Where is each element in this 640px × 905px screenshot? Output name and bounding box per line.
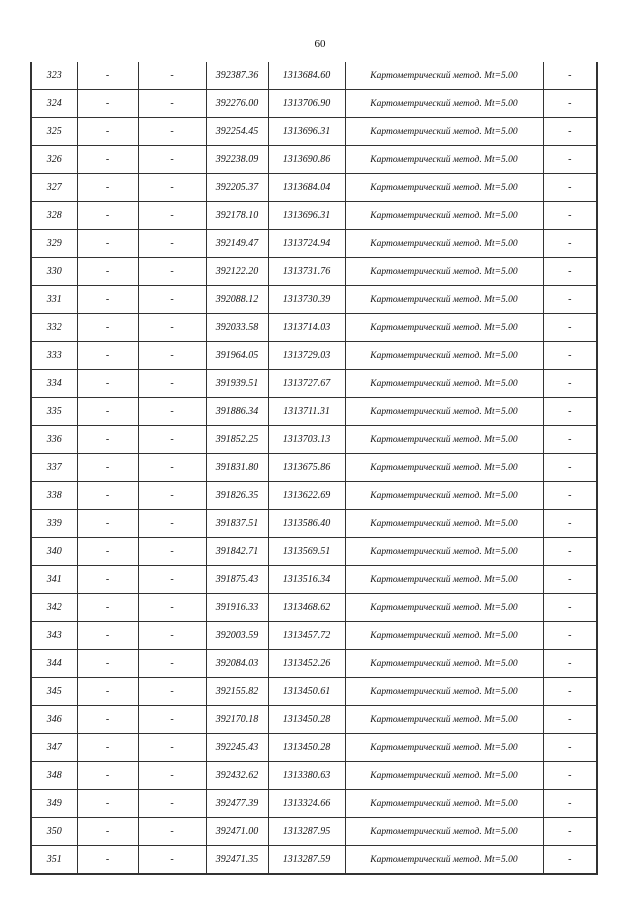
description-cell: - bbox=[543, 678, 597, 706]
description-cell: - bbox=[543, 286, 597, 314]
new-y-cell: 1313684.60 bbox=[268, 62, 345, 90]
description-cell: - bbox=[543, 566, 597, 594]
new-x-cell: 392033.58 bbox=[206, 314, 268, 342]
old-x-cell: - bbox=[77, 286, 138, 314]
new-y-cell: 1313706.90 bbox=[268, 90, 345, 118]
description-cell: - bbox=[543, 230, 597, 258]
new-x-cell: 392205.37 bbox=[206, 174, 268, 202]
old-y-cell: - bbox=[138, 342, 206, 370]
table-row bbox=[31, 62, 597, 90]
point-number-cell: 332 bbox=[31, 314, 77, 342]
point-number-cell: 330 bbox=[31, 258, 77, 286]
point-number-cell: 336 bbox=[31, 426, 77, 454]
method-cell: Картометрический метод. Mt=5.00 bbox=[345, 426, 543, 454]
table-row bbox=[31, 706, 597, 734]
point-number-cell: 339 bbox=[31, 510, 77, 538]
point-number-cell: 326 bbox=[31, 146, 77, 174]
method-cell: Картометрический метод. Mt=5.00 bbox=[345, 174, 543, 202]
coordinates-table bbox=[30, 62, 598, 875]
table-row bbox=[31, 566, 597, 594]
description-cell: - bbox=[543, 454, 597, 482]
point-number-cell: 337 bbox=[31, 454, 77, 482]
new-x-cell: 392245.43 bbox=[206, 734, 268, 762]
old-x-cell: - bbox=[77, 818, 138, 846]
old-x-cell: - bbox=[77, 594, 138, 622]
description-cell: - bbox=[543, 202, 597, 230]
method-cell: Картометрический метод. Mt=5.00 bbox=[345, 118, 543, 146]
table-row bbox=[31, 342, 597, 370]
old-y-cell: - bbox=[138, 174, 206, 202]
method-cell: Картометрический метод. Mt=5.00 bbox=[345, 202, 543, 230]
method-cell: Картометрический метод. Mt=5.00 bbox=[345, 706, 543, 734]
new-y-cell: 1313696.31 bbox=[268, 202, 345, 230]
table-row bbox=[31, 398, 597, 426]
new-y-cell: 1313724.94 bbox=[268, 230, 345, 258]
new-x-cell: 392003.59 bbox=[206, 622, 268, 650]
old-x-cell: - bbox=[77, 510, 138, 538]
old-y-cell: - bbox=[138, 538, 206, 566]
description-cell: - bbox=[543, 90, 597, 118]
description-cell: - bbox=[543, 510, 597, 538]
method-cell: Картометрический метод. Mt=5.00 bbox=[345, 482, 543, 510]
method-cell: Картометрический метод. Mt=5.00 bbox=[345, 846, 543, 875]
new-y-cell: 1313684.04 bbox=[268, 174, 345, 202]
description-cell: - bbox=[543, 622, 597, 650]
point-number-cell: 349 bbox=[31, 790, 77, 818]
old-x-cell: - bbox=[77, 734, 138, 762]
old-y-cell: - bbox=[138, 258, 206, 286]
new-x-cell: 391964.05 bbox=[206, 342, 268, 370]
point-number-cell: 328 bbox=[31, 202, 77, 230]
new-y-cell: 1313450.28 bbox=[268, 706, 345, 734]
method-cell: Картометрический метод. Mt=5.00 bbox=[345, 622, 543, 650]
method-cell: Картометрический метод. Mt=5.00 bbox=[345, 762, 543, 790]
old-y-cell: - bbox=[138, 706, 206, 734]
old-y-cell: - bbox=[138, 370, 206, 398]
old-y-cell: - bbox=[138, 426, 206, 454]
new-y-cell: 1313457.72 bbox=[268, 622, 345, 650]
method-cell: Картометрический метод. Mt=5.00 bbox=[345, 566, 543, 594]
old-x-cell: - bbox=[77, 622, 138, 650]
old-y-cell: - bbox=[138, 678, 206, 706]
method-cell: Картометрический метод. Mt=5.00 bbox=[345, 510, 543, 538]
new-y-cell: 1313468.62 bbox=[268, 594, 345, 622]
new-y-cell: 1313714.03 bbox=[268, 314, 345, 342]
description-cell: - bbox=[543, 426, 597, 454]
new-y-cell: 1313569.51 bbox=[268, 538, 345, 566]
old-y-cell: - bbox=[138, 510, 206, 538]
old-x-cell: - bbox=[77, 846, 138, 875]
point-number-cell: 341 bbox=[31, 566, 77, 594]
point-number-cell: 347 bbox=[31, 734, 77, 762]
new-x-cell: 392149.47 bbox=[206, 230, 268, 258]
new-y-cell: 1313730.39 bbox=[268, 286, 345, 314]
new-y-cell: 1313586.40 bbox=[268, 510, 345, 538]
description-cell: - bbox=[543, 398, 597, 426]
old-y-cell: - bbox=[138, 398, 206, 426]
old-y-cell: - bbox=[138, 762, 206, 790]
old-y-cell: - bbox=[138, 454, 206, 482]
old-y-cell: - bbox=[138, 482, 206, 510]
description-cell: - bbox=[543, 538, 597, 566]
old-x-cell: - bbox=[77, 454, 138, 482]
new-x-cell: 392432.62 bbox=[206, 762, 268, 790]
method-cell: Картометрический метод. Mt=5.00 bbox=[345, 230, 543, 258]
description-cell: - bbox=[543, 650, 597, 678]
old-y-cell: - bbox=[138, 146, 206, 174]
new-x-cell: 391837.51 bbox=[206, 510, 268, 538]
old-y-cell: - bbox=[138, 622, 206, 650]
old-y-cell: - bbox=[138, 566, 206, 594]
new-x-cell: 392238.09 bbox=[206, 146, 268, 174]
table-row bbox=[31, 230, 597, 258]
method-cell: Картометрический метод. Mt=5.00 bbox=[345, 398, 543, 426]
table-row bbox=[31, 426, 597, 454]
old-y-cell: - bbox=[138, 202, 206, 230]
method-cell: Картометрический метод. Mt=5.00 bbox=[345, 258, 543, 286]
table-row bbox=[31, 538, 597, 566]
new-y-cell: 1313452.26 bbox=[268, 650, 345, 678]
new-x-cell: 392122.20 bbox=[206, 258, 268, 286]
new-y-cell: 1313450.28 bbox=[268, 734, 345, 762]
old-x-cell: - bbox=[77, 538, 138, 566]
new-x-cell: 392471.00 bbox=[206, 818, 268, 846]
new-x-cell: 392254.45 bbox=[206, 118, 268, 146]
old-x-cell: - bbox=[77, 174, 138, 202]
old-x-cell: - bbox=[77, 790, 138, 818]
point-number-cell: 346 bbox=[31, 706, 77, 734]
point-number-cell: 334 bbox=[31, 370, 77, 398]
new-x-cell: 392178.10 bbox=[206, 202, 268, 230]
table-row bbox=[31, 650, 597, 678]
description-cell: - bbox=[543, 762, 597, 790]
method-cell: Картометрический метод. Mt=5.00 bbox=[345, 146, 543, 174]
old-x-cell: - bbox=[77, 230, 138, 258]
method-cell: Картометрический метод. Mt=5.00 bbox=[345, 62, 543, 90]
method-cell: Картометрический метод. Mt=5.00 bbox=[345, 314, 543, 342]
old-x-cell: - bbox=[77, 370, 138, 398]
new-x-cell: 391842.71 bbox=[206, 538, 268, 566]
old-x-cell: - bbox=[77, 678, 138, 706]
method-cell: Картометрический метод. Mt=5.00 bbox=[345, 538, 543, 566]
old-y-cell: - bbox=[138, 818, 206, 846]
point-number-cell: 348 bbox=[31, 762, 77, 790]
table-row bbox=[31, 370, 597, 398]
description-cell: - bbox=[543, 62, 597, 90]
old-x-cell: - bbox=[77, 118, 138, 146]
old-y-cell: - bbox=[138, 846, 206, 875]
new-x-cell: 392088.12 bbox=[206, 286, 268, 314]
point-number-cell: 331 bbox=[31, 286, 77, 314]
old-y-cell: - bbox=[138, 230, 206, 258]
point-number-cell: 345 bbox=[31, 678, 77, 706]
method-cell: Картометрический метод. Mt=5.00 bbox=[345, 342, 543, 370]
description-cell: - bbox=[543, 258, 597, 286]
new-x-cell: 391939.51 bbox=[206, 370, 268, 398]
table-row bbox=[31, 846, 597, 875]
table-row bbox=[31, 734, 597, 762]
old-x-cell: - bbox=[77, 706, 138, 734]
table-row bbox=[31, 314, 597, 342]
new-y-cell: 1313287.59 bbox=[268, 846, 345, 875]
table-row bbox=[31, 678, 597, 706]
point-number-cell: 340 bbox=[31, 538, 77, 566]
new-x-cell: 391852.25 bbox=[206, 426, 268, 454]
old-y-cell: - bbox=[138, 790, 206, 818]
table-row bbox=[31, 818, 597, 846]
description-cell: - bbox=[543, 146, 597, 174]
old-x-cell: - bbox=[77, 202, 138, 230]
old-y-cell: - bbox=[138, 90, 206, 118]
description-cell: - bbox=[543, 734, 597, 762]
point-number-cell: 335 bbox=[31, 398, 77, 426]
description-cell: - bbox=[543, 818, 597, 846]
old-x-cell: - bbox=[77, 650, 138, 678]
new-x-cell: 391886.34 bbox=[206, 398, 268, 426]
description-cell: - bbox=[543, 342, 597, 370]
new-y-cell: 1313287.95 bbox=[268, 818, 345, 846]
new-y-cell: 1313622.69 bbox=[268, 482, 345, 510]
point-number-cell: 329 bbox=[31, 230, 77, 258]
new-x-cell: 391916.33 bbox=[206, 594, 268, 622]
point-number-cell: 350 bbox=[31, 818, 77, 846]
method-cell: Картометрический метод. Mt=5.00 bbox=[345, 286, 543, 314]
page-number: 60 bbox=[314, 38, 326, 50]
new-y-cell: 1313450.61 bbox=[268, 678, 345, 706]
method-cell: Картометрический метод. Mt=5.00 bbox=[345, 734, 543, 762]
table-row bbox=[31, 762, 597, 790]
old-x-cell: - bbox=[77, 146, 138, 174]
point-number-cell: 323 bbox=[31, 62, 77, 90]
new-x-cell: 391826.35 bbox=[206, 482, 268, 510]
old-x-cell: - bbox=[77, 566, 138, 594]
new-x-cell: 391831.80 bbox=[206, 454, 268, 482]
old-x-cell: - bbox=[77, 482, 138, 510]
point-number-cell: 342 bbox=[31, 594, 77, 622]
new-y-cell: 1313675.86 bbox=[268, 454, 345, 482]
new-y-cell: 1313711.31 bbox=[268, 398, 345, 426]
old-y-cell: - bbox=[138, 118, 206, 146]
table-row bbox=[31, 90, 597, 118]
old-x-cell: - bbox=[77, 62, 138, 90]
description-cell: - bbox=[543, 594, 597, 622]
new-x-cell: 392471.35 bbox=[206, 846, 268, 875]
old-y-cell: - bbox=[138, 314, 206, 342]
point-number-cell: 333 bbox=[31, 342, 77, 370]
new-x-cell: 392477.39 bbox=[206, 790, 268, 818]
old-y-cell: - bbox=[138, 650, 206, 678]
table-row bbox=[31, 174, 597, 202]
old-x-cell: - bbox=[77, 342, 138, 370]
point-number-cell: 325 bbox=[31, 118, 77, 146]
description-cell: - bbox=[543, 370, 597, 398]
table-row bbox=[31, 286, 597, 314]
new-y-cell: 1313690.86 bbox=[268, 146, 345, 174]
table-row bbox=[31, 454, 597, 482]
old-x-cell: - bbox=[77, 426, 138, 454]
new-x-cell: 392084.03 bbox=[206, 650, 268, 678]
table-row bbox=[31, 790, 597, 818]
description-cell: - bbox=[543, 174, 597, 202]
method-cell: Картометрический метод. Mt=5.00 bbox=[345, 594, 543, 622]
old-y-cell: - bbox=[138, 62, 206, 90]
table-row bbox=[31, 258, 597, 286]
new-x-cell: 392276.00 bbox=[206, 90, 268, 118]
table-row bbox=[31, 594, 597, 622]
description-cell: - bbox=[543, 790, 597, 818]
table-body bbox=[31, 62, 597, 874]
new-y-cell: 1313380.63 bbox=[268, 762, 345, 790]
new-x-cell: 392387.36 bbox=[206, 62, 268, 90]
description-cell: - bbox=[543, 846, 597, 875]
table-row bbox=[31, 622, 597, 650]
table-row bbox=[31, 482, 597, 510]
point-number-cell: 327 bbox=[31, 174, 77, 202]
point-number-cell: 343 bbox=[31, 622, 77, 650]
method-cell: Картометрический метод. Mt=5.00 bbox=[345, 454, 543, 482]
point-number-cell: 324 bbox=[31, 90, 77, 118]
old-y-cell: - bbox=[138, 286, 206, 314]
point-number-cell: 344 bbox=[31, 650, 77, 678]
method-cell: Картометрический метод. Mt=5.00 bbox=[345, 678, 543, 706]
old-x-cell: - bbox=[77, 314, 138, 342]
method-cell: Картометрический метод. Mt=5.00 bbox=[345, 790, 543, 818]
new-y-cell: 1313516.34 bbox=[268, 566, 345, 594]
description-cell: - bbox=[543, 314, 597, 342]
old-y-cell: - bbox=[138, 734, 206, 762]
new-y-cell: 1313703.13 bbox=[268, 426, 345, 454]
description-cell: - bbox=[543, 482, 597, 510]
method-cell: Картометрический метод. Mt=5.00 bbox=[345, 370, 543, 398]
point-number-cell: 338 bbox=[31, 482, 77, 510]
method-cell: Картометрический метод. Mt=5.00 bbox=[345, 650, 543, 678]
new-x-cell: 392155.82 bbox=[206, 678, 268, 706]
point-number-cell: 351 bbox=[31, 846, 77, 875]
new-y-cell: 1313727.67 bbox=[268, 370, 345, 398]
old-y-cell: - bbox=[138, 594, 206, 622]
description-cell: - bbox=[543, 706, 597, 734]
new-y-cell: 1313324.66 bbox=[268, 790, 345, 818]
old-x-cell: - bbox=[77, 258, 138, 286]
table-row bbox=[31, 146, 597, 174]
new-x-cell: 392170.18 bbox=[206, 706, 268, 734]
new-y-cell: 1313731.76 bbox=[268, 258, 345, 286]
method-cell: Картометрический метод. Mt=5.00 bbox=[345, 90, 543, 118]
table-row bbox=[31, 118, 597, 146]
old-x-cell: - bbox=[77, 90, 138, 118]
old-x-cell: - bbox=[77, 762, 138, 790]
description-cell: - bbox=[543, 118, 597, 146]
new-y-cell: 1313696.31 bbox=[268, 118, 345, 146]
new-x-cell: 391875.43 bbox=[206, 566, 268, 594]
new-y-cell: 1313729.03 bbox=[268, 342, 345, 370]
table-row bbox=[31, 202, 597, 230]
old-x-cell: - bbox=[77, 398, 138, 426]
table-row bbox=[31, 510, 597, 538]
method-cell: Картометрический метод. Mt=5.00 bbox=[345, 818, 543, 846]
